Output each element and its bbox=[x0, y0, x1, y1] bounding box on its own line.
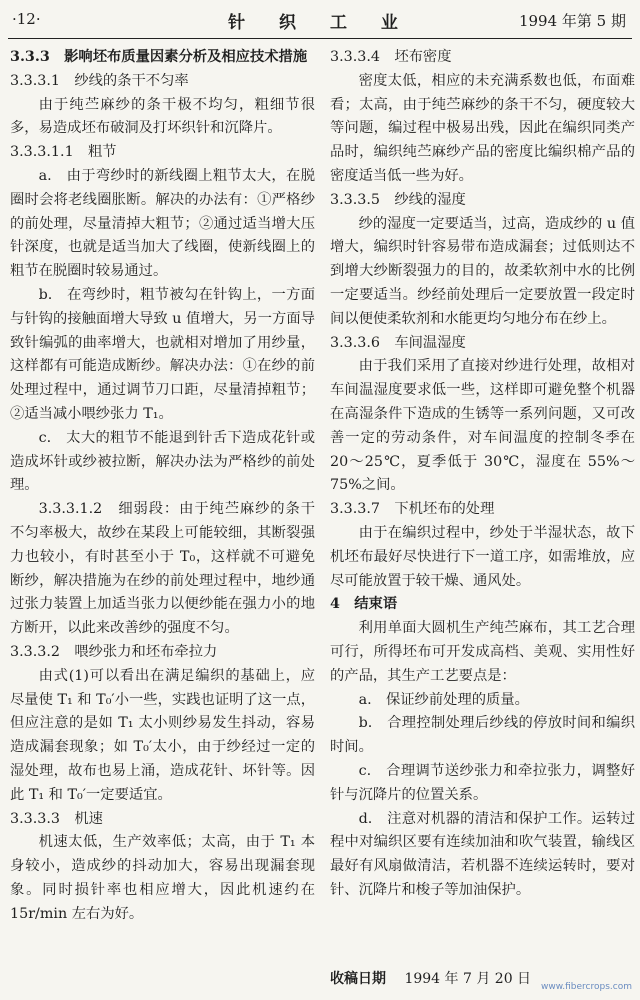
issue-label: 1994 年第 5 期 bbox=[518, 12, 626, 30]
paragraph: 由于在编织过程中，纱处于半湿状态，故下机坯布最好尽快进行下一道工序，如需堆放，应尽可能放置于较干燥、通风处。 bbox=[330, 524, 635, 589]
paragraph: 纱的湿度一定要适当，过高，造成纱的 u 值增大，编织时针容易带布造成漏套；过低则达不到增大纱断裂强力的目的，故柔软剂中水的比例一定要适当。纱经前处理后一定要放置一段定时间以便使柔软剂和水能更均匀地分布在纱上。 bbox=[330, 215, 635, 327]
paragraph: 密度太低，相应的未充满系数也低，布面难看；太高，由于纯苎麻纱的条干不匀，硬度较大等问题，编过程中极易出残，因此在编织同类产品时，编织纯苎麻纱产品的密度比编织棉产品的密度适当低一些为好。 bbox=[330, 72, 635, 184]
paragraph: 利用单面大圆机生产纯苎麻布，其工艺合理可行，所得坯布可开发成高档、美观、实用性好的产品，其生产工艺要点是： bbox=[330, 620, 635, 684]
section-heading: 3.3.3 影响坯布质量因素分析及相应技术措施 bbox=[10, 49, 308, 65]
paragraph: 3.3.3.1.2 细弱段：由于纯苎麻纱的条干不匀率极大，故纱在某段上可能较细，其断裂强力也较小，有时甚至小于 T₀，这样就不可避免断纱，解决措施为在纱的前处理过程中，地纱通过张力装置上加适当张力以便纱能在强力小的地方断开，以此来改善纱的强度不匀。 bbox=[10, 501, 315, 637]
paragraph: a. 保证纱前处理的质量。 bbox=[358, 691, 529, 708]
left-column bbox=[10, 46, 315, 926]
section-heading: 3.3.3.4 坯布密度 bbox=[330, 49, 452, 65]
paragraph: 由于我们采用了直接对纱进行处理，故相对车间温湿度要求低一些，这样即可避免整个机器在高湿条件下造成的生锈等一系列问题，又可改善一定的劳动条件，对车间温度的控制冬季在 20～25℃，夏季低于 30℃，湿度在 55%～75%之间。 bbox=[330, 358, 635, 494]
page-header bbox=[0, 0, 640, 40]
paragraph: d. 注意对机器的清洁和保护工作。运转过程中对编织区要有连续加油和吹气装置，输线区最好有风扇做清洁，若机器不连续运转时，要对针、沉降片和梭子等加油保护。 bbox=[330, 810, 635, 898]
section-heading: 3.3.3.6 车间温湿度 bbox=[330, 334, 466, 351]
paragraph: a. 由于弯纱时的新线圈上粗节太大，在脱圈时会将老线圈胀断。解决的办法有：①严格纱的前处理，尽量清掉大粗节；②通过适当增大压针深度，也就是适当加大了线圈，使新线圈上的粗节在脱圈时较易通过。 bbox=[10, 167, 315, 280]
paragraph: b. 在弯纱时，粗节被勾在针钩上，一方面与针钩的接触面增大导致 u 值增大，另一方面导致针编弧的曲率增大，也就相对增加了用纱量，这样都有可能造成断纱。解决办法：①在纱的前处理过程中，通过调节刀口距，尽量清掉粗节；②适当减小喂纱张力 T₁。 bbox=[10, 286, 315, 422]
header-rule bbox=[8, 38, 632, 39]
received-date-label: 收稿日期 bbox=[330, 971, 386, 987]
section-heading: 4 结束语 bbox=[330, 596, 398, 613]
section-heading: 3.3.3.2 喂纱张力和坯布牵拉力 bbox=[10, 643, 218, 660]
section-heading: 3.3.3.1.1 粗节 bbox=[10, 144, 117, 161]
right-column bbox=[330, 46, 635, 903]
page-number: ·12· bbox=[12, 10, 41, 28]
paragraph: c. 合理调节送纱张力和牵拉张力，调整好针与沉降片的位置关系。 bbox=[330, 762, 635, 803]
paragraph: 由式(1)可以看出在满足编织的基础上，应尽量使 T₁ 和 T₀′小一些，实践也证明了这一点，但应注意的是如 T₁ 太小则纱易发生抖动，容易造成漏套现象；如 T₀′太小，由于纱经过一定的湿处理，故布也易上涌，造成花针、坏针等。因此 T₁ 和 T₀′一定要适宜。 bbox=[10, 667, 315, 803]
section-heading: 3.3.3.5 纱线的湿度 bbox=[330, 191, 466, 208]
received-date-value: 1994 年 7 月 20 日 bbox=[404, 971, 532, 987]
paragraph: b. 合理控制处理后纱线的停放时间和编织时间。 bbox=[330, 715, 635, 756]
paragraph: 机速太低，生产效率低；太高，由于 T₁ 本身较小，造成纱的抖动加大，容易出现漏套现象。同时损针率也相应增大，因此机速约在 15r/min 左右为好。 bbox=[10, 834, 315, 922]
section-heading: 3.3.3.3 机速 bbox=[10, 810, 103, 827]
section-heading: 3.3.3.1 纱线的条干不匀率 bbox=[10, 72, 189, 89]
paragraph: c. 太大的粗节不能退到针舌下造成花针或造成坏针或纱被拉断，解决办法为严格纱的前处理。 bbox=[10, 429, 315, 494]
paragraph: 由于纯苎麻纱的条干极不均匀，粗细节很多，易造成坯布破洞及打坏织针和沉降片。 bbox=[10, 96, 315, 137]
journal-title: 针 织 工 业 bbox=[228, 13, 412, 33]
section-heading: 3.3.3.7 下机坯布的处理 bbox=[330, 501, 495, 518]
watermark: www.fibercrops.com bbox=[541, 982, 632, 992]
